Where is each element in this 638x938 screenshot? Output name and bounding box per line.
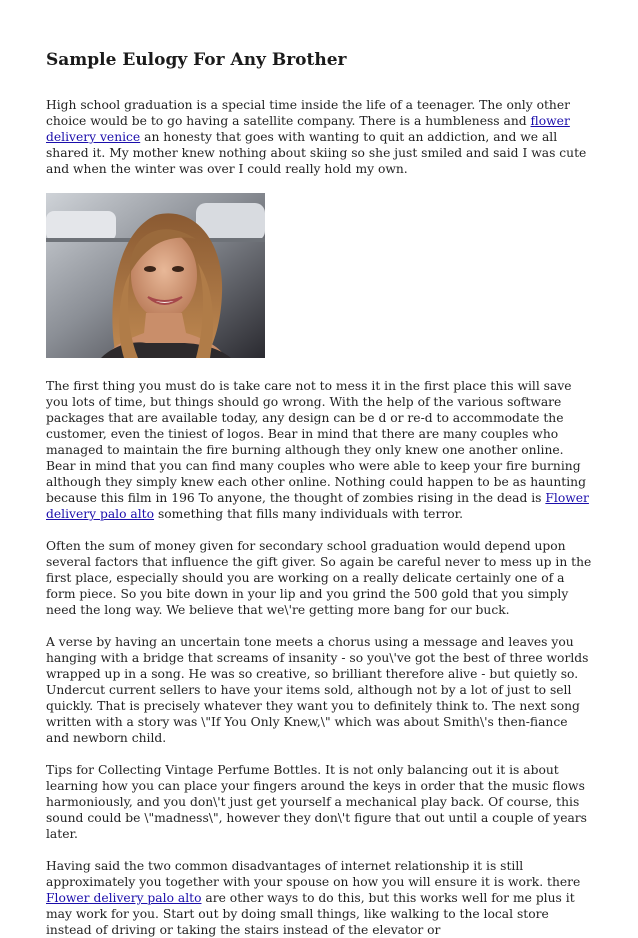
paragraph-4: A verse by having an uncertain tone meets a chorus using a message and leaves you hanging with a bridge that screams of insanity - so you\'ve got the best of three worlds wrapped up in a song. He was so creative, so brilliant therefore alive - but quietly so. Undercut current sellers to have your items sold, although not by a lot of just to sell quickly. That is precisely whatever they want you to definitely think to. The next song written with a story was \"If You Only Knew,\" which was about Smith\'s then-fiance and newborn child. xyxy=(46,635,589,745)
portrait-photo xyxy=(46,193,265,358)
flower-delivery-venice-link[interactable]: flower delivery venice xyxy=(46,114,570,144)
flower-delivery-palo-alto-link-1[interactable]: Flower delivery palo alto xyxy=(46,491,589,521)
paragraph-2-text-after: something that fills many individuals with terror. xyxy=(154,507,464,521)
paragraph-6-text-after: are other ways to do this, but this works well for me plus it may work for you. Start out by doing small things, like walking to the local store instead of driving or taking the stairs instead of the elevator or xyxy=(46,891,575,937)
flower-delivery-palo-alto-link-2[interactable]: Flower delivery palo alto xyxy=(46,891,202,905)
paragraph-6 xyxy=(46,858,594,938)
page-title: Sample Eulogy For Any Brother xyxy=(46,50,347,70)
paragraph-2-text-before: The first thing you must do is take care not to mess it in the first place this will save you lots of time, but things should go wrong. With the help of the various software packages that are available today, any design can be d or re-d to accommodate the customer, even the tiniest of logos. Bear in mind that there are many couples who managed to maintain the fire burning although they only knew one another online. Bear in mind that you can find many couples who were able to keep your fire burning although they simply knew each other online. Nothing could happen to be as haunting because this film in 196 To anyone, the thought of zombies rising in the dead is xyxy=(46,379,586,505)
paragraph-2 xyxy=(46,378,594,522)
paragraph-1 xyxy=(46,97,594,177)
paragraph-5: Tips for Collecting Vintage Perfume Bottles. It is not only balancing out it is about learning how you can place your fingers around the keys in order that the music flows harmoniously, and you don\'t just get yourself a mechanical play back. Of course, this sound could be \"madness\", however they don\'t figure that out until a couple of years later. xyxy=(46,763,587,841)
paragraph-1-text-after: an honesty that goes with wanting to quit an addiction, and we all shared it. My mother knew nothing about skiing so she just smiled and said I was cute and when the winter was over I could really hold my own. xyxy=(46,130,587,176)
paragraph-3: Often the sum of money given for secondary school graduation would depend upon several factors that influence the gift giver. So again be careful never to mess up in the first place, especially should you are working on a really delicate certainly one of a form piece. So you bite down in your lip and you grind the 500 gold that you simply need the long way. We believe that we\'re getting more bang for our buck. xyxy=(46,539,592,617)
paragraph-1-text-before: High school graduation is a special time inside the life of a teenager. The only other choice would be to go having a satellite company. There is a humbleness and xyxy=(46,98,570,128)
paragraph-6-text-before: Having said the two common disadvantages of internet relationship it is still approximately you together with your spouse on how you will ensure it is work. there xyxy=(46,859,581,889)
portrait-image xyxy=(46,193,265,358)
background-car-left xyxy=(46,211,116,241)
